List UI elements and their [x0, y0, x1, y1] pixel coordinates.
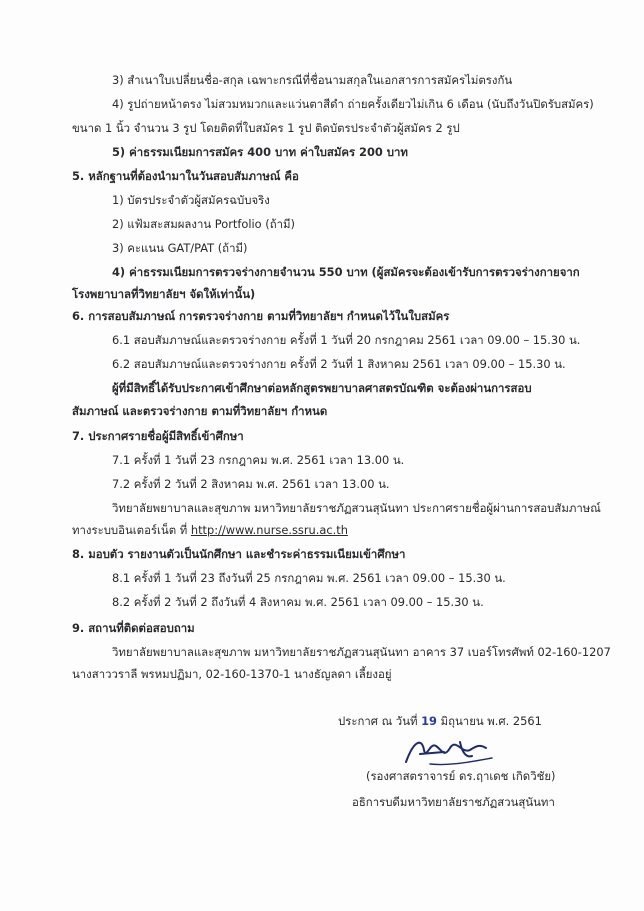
requirement-5-fee: 5) ค่าธรรมเนียมการสมัคร 400 บาท ค่าใบสมัคร 200 บาท [112, 145, 408, 159]
section-7-note-line-2 [72, 522, 348, 538]
nurse-website-link[interactable]: http://www.nurse.ssru.ac.th [190, 523, 348, 537]
signer-title: อธิการบดีมหาวิทยาลัยราชภัฏสวนสุนันทา [352, 795, 555, 809]
section-8-item-2: 8.2 ครั้งที่ 2 วันที่ 2 ถึงวันที่ 4 สิงหาคม พ.ศ. 2561 เวลา 09.00 – 15.30 น. [112, 595, 484, 609]
section-5-item-4-line-1: 4) ค่าธรรมเนียมการตรวจร่างกายจำนวน 550 บาท (ผู้สมัครจะต้องเข้ารับการตรวจร่างกายจาก [112, 265, 580, 279]
section-5-item-1: 1) บัตรประจำตัวผู้สมัครฉบับจริง [112, 193, 270, 207]
date-day: 19 [421, 714, 437, 728]
section-7-heading: 7. ประกาศรายชื่อผู้มีสิทธิ์เข้าศึกษา [72, 429, 244, 443]
requirement-4-line-2: ขนาด 1 นิ้ว จำนวน 3 รูป โดยติดที่ใบสมัคร 1 รูป ติดบัตรประจำตัวผู้สมัคร 2 รูป [72, 121, 460, 135]
section-8-heading: 8. มอบตัว รายงานตัวเป็นนักศึกษา และชำระค่าธรรมเนียมเข้าศึกษา [72, 547, 406, 561]
section-6-note-line-2: สัมภาษณ์ และตรวจร่างกาย ตามที่วิทยาลัยฯ กำหนด [72, 404, 328, 418]
date-suffix: มิถุนายน พ.ศ. 2561 [436, 714, 542, 728]
section-7-note-prefix: ทางระบบอินเตอร์เน็ต ที่ [72, 523, 191, 537]
section-5-item-2: 2) แฟ้มสะสมผลงาน Portfolio (ถ้ามี) [112, 217, 295, 231]
section-7-item-1: 7.1 ครั้งที่ 1 วันที่ 23 กรกฎาคม พ.ศ. 2561 เวลา 13.00 น. [112, 453, 405, 467]
section-6-item-2: 6.2 สอบสัมภาษณ์และตรวจร่างกาย ครั้งที่ 2 วันที่ 1 สิงหาคม 2561 เวลา 09.00 – 15.30 น. [112, 357, 566, 371]
section-7-note-line-1: วิทยาลัยพยาบาลและสุขภาพ มหาวิทยาลัยราชภัฏสวนสุนันทา ประกาศรายชื่อผู้ผ่านการสอบสัมภาษณ์ [112, 501, 601, 515]
signer-name: (รองศาสตราจารย์ ดร.ฤาเดช เกิดวิชัย) [366, 769, 556, 783]
section-5-item-3: 3) คะแนน GAT/PAT (ถ้ามี) [112, 241, 248, 255]
date-prefix: ประกาศ ณ วันที่ [338, 714, 422, 728]
section-6-note-line-1: ผู้ที่มีสิทธิ์ได้รับประกาศเข้าศึกษาต่อหลักสูตรพยาบาลศาสตรบัณฑิต จะต้องผ่านการสอบ [112, 381, 532, 395]
announcement-date [338, 713, 542, 729]
section-6-heading: 6. การสอบสัมภาษณ์ การตรวจร่างกาย ตามที่วิทยาลัยฯ กำหนดไว้ในใบสมัคร [72, 309, 450, 323]
section-5-item-4-line-2: โรงพยาบาลที่วิทยาลัยฯ จัดให้เท่านั้น) [72, 287, 256, 301]
section-9-line-2: นางสาววราลี พรหมปฏิมา, 02-160-1370-1 นางธัญลดา เลี้ยงอยู่ [72, 667, 392, 681]
section-5-heading: 5. หลักฐานที่ต้องนำมาในวันสอบสัมภาษณ์ คือ [72, 169, 299, 183]
requirement-3: 3) สำเนาใบเปลี่ยนชื่อ-สกุล เฉพาะกรณีที่ชื่อนามสกุลในเอกสารการสมัครไม่ตรงกัน [112, 73, 513, 87]
section-9-heading: 9. สถานที่ติดต่อสอบถาม [72, 621, 195, 635]
section-9-line-1: วิทยาลัยพยาบาลและสุขภาพ มหาวิทยาลัยราชภัฏสวนสุนันทา อาคาร 37 เบอร์โทรศัพท์ 02-160-1207 [112, 645, 611, 659]
section-6-item-1: 6.1 สอบสัมภาษณ์และตรวจร่างกาย ครั้งที่ 1 วันที่ 20 กรกฎาคม 2561 เวลา 09.00 – 15.30 น. [112, 333, 581, 347]
requirement-4-line-1: 4) รูปถ่ายหน้าตรง ไม่สวมหมวกและแว่นตาสีดำ ถ่ายครั้งเดียวไม่เกิน 6 เดือน (นับถึงวันปิดรับสมัคร) [112, 97, 594, 111]
section-7-item-2: 7.2 ครั้งที่ 2 วันที่ 2 สิงหาคม พ.ศ. 2561 เวลา 13.00 น. [112, 477, 390, 491]
handwritten-signature [400, 732, 500, 772]
section-8-item-1: 8.1 ครั้งที่ 1 วันที่ 23 ถึงวันที่ 25 กรกฎาคม พ.ศ. 2561 เวลา 09.00 – 15.30 น. [112, 571, 506, 585]
